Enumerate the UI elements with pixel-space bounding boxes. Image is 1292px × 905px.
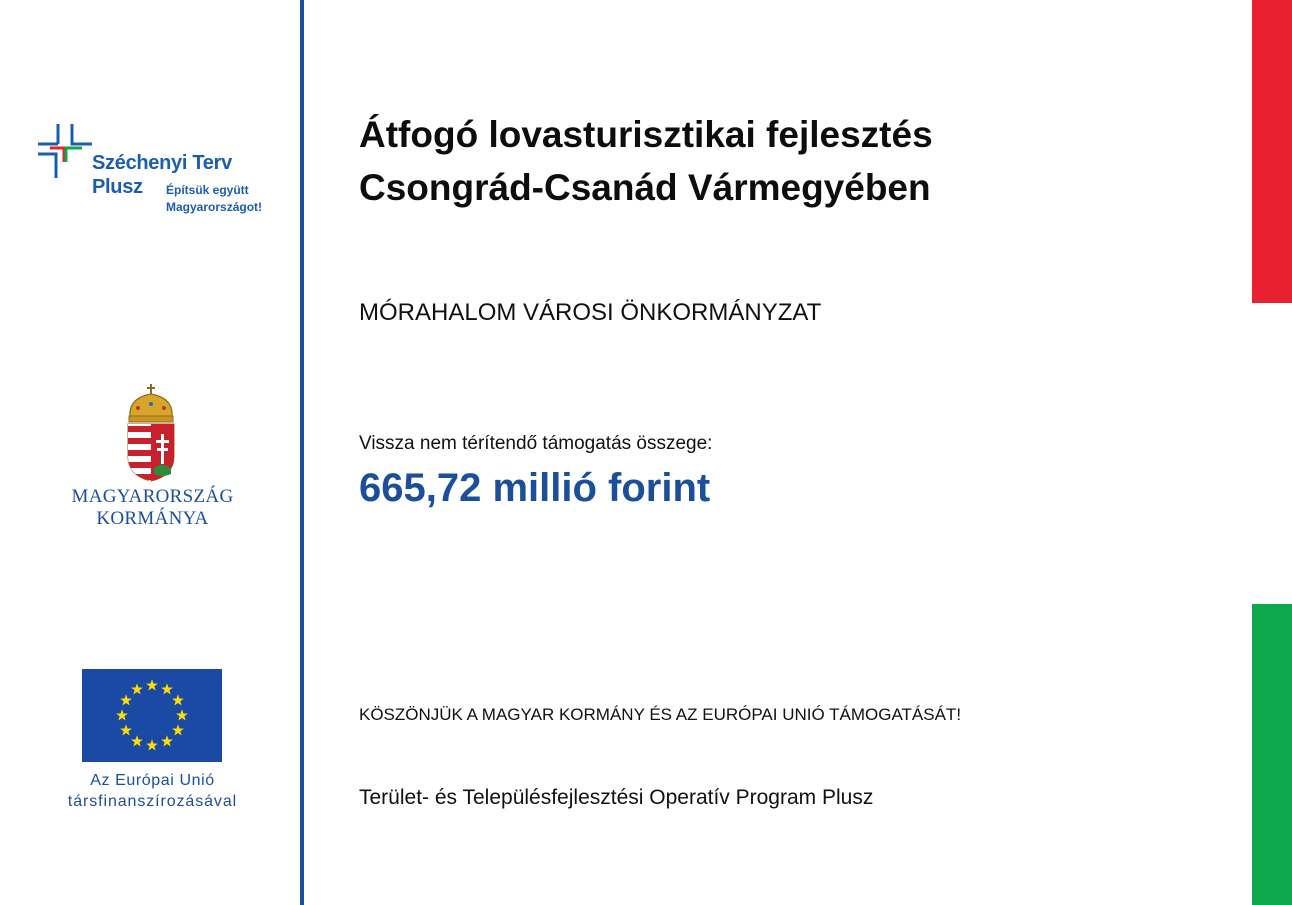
project-title-line-2: Csongrád-Csanád Vármegyében bbox=[359, 167, 931, 208]
eu-star-icon bbox=[172, 724, 184, 735]
szechenyi-plusz: Plusz bbox=[92, 176, 143, 198]
eu-line-1: Az Európai Unió bbox=[90, 772, 215, 789]
eu-stars bbox=[82, 669, 222, 762]
flag-strip-white bbox=[1252, 303, 1292, 604]
szechenyi-plus-icon bbox=[36, 122, 92, 178]
eu-star-icon bbox=[116, 709, 128, 720]
beneficiary-name: MÓRAHALOM VÁROSI ÖNKORMÁNYZAT bbox=[359, 299, 822, 326]
eu-star-icon bbox=[161, 735, 173, 746]
szechenyi-title: Széchenyi Terv bbox=[92, 152, 232, 174]
szechenyi-tagline-1: Építsük együtt bbox=[166, 183, 249, 197]
government-line-2: KORMÁNYA bbox=[96, 508, 209, 529]
program-name: Terület- és Településfejlesztési Operatív Program Plusz bbox=[359, 786, 874, 809]
divider-line bbox=[300, 0, 304, 905]
eu-flag-icon bbox=[82, 669, 222, 762]
eu-line-2: társfinanszírozásával bbox=[67, 793, 238, 810]
flag-strip-green bbox=[1252, 604, 1292, 905]
flag-strip-red bbox=[1252, 0, 1292, 303]
eu-star-icon bbox=[120, 694, 132, 705]
hungarian-coat-of-arms-icon bbox=[124, 384, 178, 482]
thanks-text: KÖSZÖNJÜK A MAGYAR KORMÁNY ÉS AZ EURÓPAI UNIÓ TÁMOGATÁSÁT! bbox=[359, 705, 962, 724]
szechenyi-tagline-2: Magyarországot! bbox=[166, 200, 263, 214]
eu-star-icon bbox=[172, 694, 184, 705]
project-title-line-1: Átfogó lovasturisztikai fejlesztés bbox=[359, 114, 933, 155]
eu-star-icon bbox=[146, 739, 158, 750]
support-amount-label: Vissza nem térítendő támogatás összege: bbox=[359, 433, 713, 454]
eu-star-icon bbox=[120, 724, 132, 735]
eu-star-icon bbox=[131, 735, 143, 746]
government-line-1: MAGYARORSZÁG bbox=[71, 486, 234, 507]
support-amount: 665,72 millió forint bbox=[359, 466, 711, 510]
eu-star-icon bbox=[161, 683, 173, 694]
szechenyi-logo bbox=[36, 122, 276, 222]
eu-star-icon bbox=[131, 683, 143, 694]
eu-star-icon bbox=[146, 679, 158, 690]
eu-star-icon bbox=[176, 709, 188, 720]
